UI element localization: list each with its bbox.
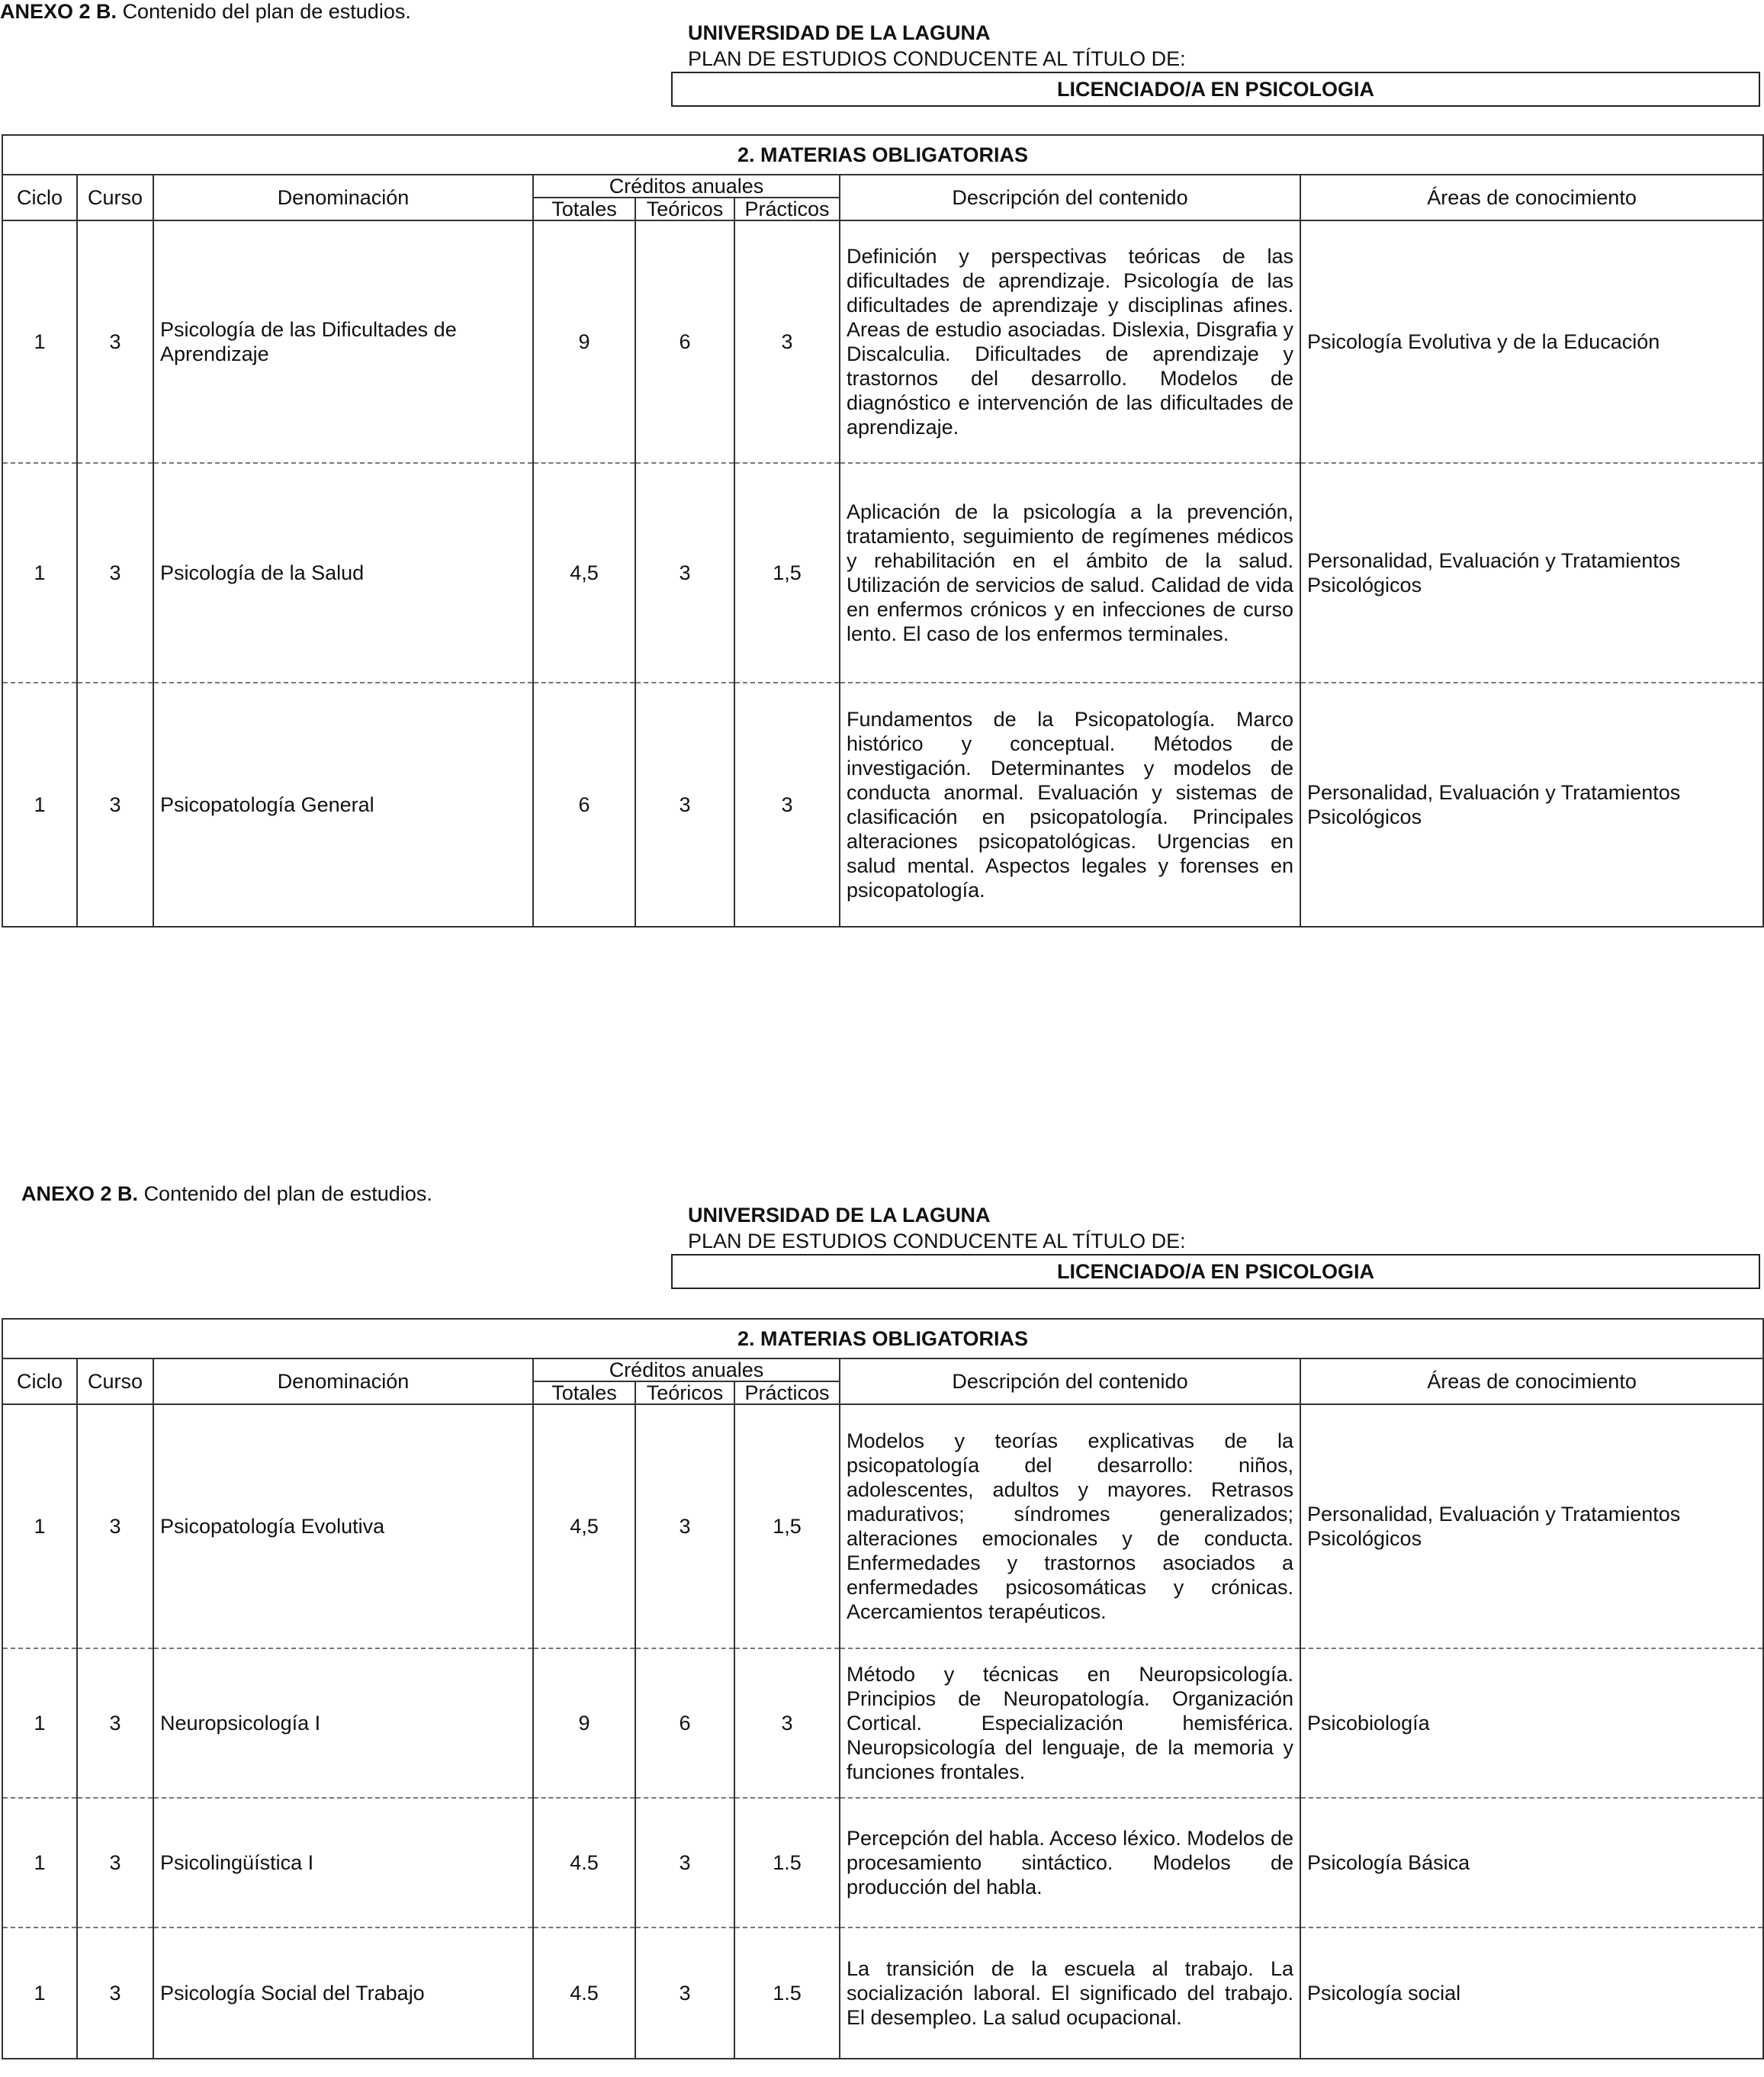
cell-descripcion: La transición de la escuela al trabajo. La socialización laboral. El significado del trabajo. El desempleo. La salud ocupacional. — [840, 1927, 1300, 2059]
col-curso: Curso — [77, 1358, 153, 1404]
cell-denominacion: Psicolingüística I — [153, 1798, 533, 1927]
cell-practicos: 3 — [734, 220, 840, 463]
cell-descripcion: Definición y perspectivas teóricas de las dificultades de aprendizaje. Psicología de las dificultades de aprendizaje y disciplinas afines. Areas de estudio asociadas. Dislexia, Disgrafia y Discalculia. Dificultades de aprendizaje y trastornos del desarrollo. Modelos de diagnóstico e intervención de las dificultades de aprendizaje. — [840, 220, 1300, 463]
subjects-table-1 — [2, 134, 1764, 928]
cell-totales: 4.5 — [533, 1927, 635, 2059]
plan-title: PLAN DE ESTUDIOS CONDUCENTE AL TÍTULO DE: — [688, 1230, 1186, 1252]
university-name: UNIVERSIDAD DE LA LAGUNA — [688, 21, 991, 44]
cell-areas: Psicología Básica — [1300, 1798, 1763, 1927]
annex-label: ANEXO 2 B. — [0, 0, 117, 23]
cell-areas: Personalidad, Evaluación y Tratamientos Psicológicos — [1300, 1404, 1763, 1648]
subjects-table-2 — [2, 1318, 1764, 2059]
university-name: UNIVERSIDAD DE LA LAGUNA — [688, 1204, 991, 1227]
col-creditos: Créditos anuales — [533, 175, 840, 198]
annex-label: ANEXO 2 B. — [21, 1182, 139, 1205]
plan-title: PLAN DE ESTUDIOS CONDUCENTE AL TÍTULO DE: — [688, 47, 1186, 70]
cell-denominacion: Psicología de la Salud — [153, 463, 533, 683]
cell-totales: 4,5 — [533, 1404, 635, 1648]
cell-practicos: 1,5 — [734, 1404, 840, 1648]
table-title: 2. MATERIAS OBLIGATORIAS — [2, 1319, 1763, 1358]
table-row — [2, 1404, 1763, 1648]
cell-practicos: 1,5 — [734, 463, 840, 683]
document-page-2 — [0, 1182, 1764, 2077]
table-row — [2, 1927, 1763, 2059]
cell-ciclo: 1 — [2, 1404, 77, 1648]
table-row — [2, 683, 1763, 927]
cell-denominacion: Psicopatología Evolutiva — [153, 1404, 533, 1648]
cell-denominacion: Neuropsicología I — [153, 1648, 533, 1798]
cell-descripcion: Percepción del habla. Acceso léxico. Modelos de procesamiento sintáctico. Modelos de producción del habla. — [840, 1798, 1300, 1927]
cell-ciclo: 1 — [2, 463, 77, 683]
cell-curso: 3 — [77, 463, 153, 683]
degree-title: LICENCIADO/A EN PSICOLOGIA — [671, 1254, 1760, 1289]
annex-text: Contenido del plan de estudios. — [143, 1182, 432, 1205]
table-row — [2, 463, 1763, 683]
cell-totales: 4.5 — [533, 1798, 635, 1927]
cell-teoricos: 6 — [635, 1648, 734, 1798]
cell-ciclo: 1 — [2, 1927, 77, 2059]
degree-title: LICENCIADO/A EN PSICOLOGIA — [671, 72, 1760, 107]
cell-descripcion: Fundamentos de la Psicopatología. Marco histórico y conceptual. Métodos de investigación. Determinantes y modelos de conducta anormal. Evaluación y sistemas de clasificación en psicopatología. Principales alteraciones psicopatológicas. Urgencias en salud mental. Aspectos legales y forenses en psicopatología. — [840, 683, 1300, 927]
cell-curso: 3 — [77, 1404, 153, 1648]
cell-totales: 9 — [533, 220, 635, 463]
col-ciclo: Ciclo — [2, 1358, 77, 1404]
table-row — [2, 1648, 1763, 1798]
cell-teoricos: 3 — [635, 1404, 734, 1648]
cell-curso: 3 — [77, 1648, 153, 1798]
cell-denominacion: Psicopatología General — [153, 683, 533, 927]
cell-areas: Psicología social — [1300, 1927, 1763, 2059]
table-title: 2. MATERIAS OBLIGATORIAS — [2, 135, 1763, 175]
cell-teoricos: 3 — [635, 683, 734, 927]
cell-ciclo: 1 — [2, 1648, 77, 1798]
cell-curso: 3 — [77, 220, 153, 463]
col-areas: Áreas de conocimiento — [1300, 175, 1763, 220]
document-page-1 — [0, 0, 1764, 992]
col-practicos: Prácticos — [734, 198, 840, 220]
cell-denominacion: Psicología de las Dificultades de Aprendizaje — [153, 220, 533, 463]
cell-descripcion: Modelos y teorías explicativas de la psicopatología del desarrollo: niños, adolescentes, adultos y mayores. Retrasos madurativos; síndromes generalizados; alteraciones emocionales y de conducta. Enfermedades y trastornos asociados a enfermedades psicosomáticas y crónicas. Acercamientos terapéuticos. — [840, 1404, 1300, 1648]
col-teoricos: Teóricos — [635, 1381, 734, 1404]
cell-ciclo: 1 — [2, 1798, 77, 1927]
cell-descripcion: Método y técnicas en Neuropsicología. Principios de Neuropatología. Organización Cortical. Especialización hemisférica. Neuropsicología del lenguaje, de la memoria y funciones frontales. — [840, 1648, 1300, 1798]
col-areas: Áreas de conocimiento — [1300, 1358, 1763, 1404]
col-ciclo: Ciclo — [2, 175, 77, 220]
col-descripcion: Descripción del contenido — [840, 175, 1300, 220]
cell-practicos: 1.5 — [734, 1798, 840, 1927]
col-descripcion: Descripción del contenido — [840, 1358, 1300, 1404]
cell-curso: 3 — [77, 1798, 153, 1927]
annex-heading — [21, 1182, 432, 1206]
cell-practicos: 3 — [734, 683, 840, 927]
cell-areas: Personalidad, Evaluación y Tratamientos Psicológicos — [1300, 683, 1763, 927]
col-curso: Curso — [77, 175, 153, 220]
cell-teoricos: 6 — [635, 220, 734, 463]
table-row — [2, 220, 1763, 463]
cell-totales: 6 — [533, 683, 635, 927]
cell-curso: 3 — [77, 1927, 153, 2059]
cell-areas: Personalidad, Evaluación y Tratamientos Psicológicos — [1300, 463, 1763, 683]
cell-curso: 3 — [77, 683, 153, 927]
cell-ciclo: 1 — [2, 220, 77, 463]
col-teoricos: Teóricos — [635, 198, 734, 220]
cell-totales: 9 — [533, 1648, 635, 1798]
cell-totales: 4,5 — [533, 463, 635, 683]
annex-heading — [0, 0, 411, 24]
col-creditos: Créditos anuales — [533, 1358, 840, 1381]
annex-text: Contenido del plan de estudios. — [122, 0, 411, 23]
table-row — [2, 1798, 1763, 1927]
col-denominacion: Denominación — [153, 1358, 533, 1404]
col-practicos: Prácticos — [734, 1381, 840, 1404]
cell-teoricos: 3 — [635, 463, 734, 683]
cell-teoricos: 3 — [635, 1927, 734, 2059]
cell-practicos: 1.5 — [734, 1927, 840, 2059]
cell-teoricos: 3 — [635, 1798, 734, 1927]
cell-descripcion: Aplicación de la psicología a la prevención, tratamiento, seguimiento de regímenes médicos y rehabilitación en el ámbito de la salud. Utilización de servicios de salud. Calidad de vida en enfermos crónicos y en infecciones de curso lento. El caso de los enfermos terminales. — [840, 463, 1300, 683]
cell-denominacion: Psicología Social del Trabajo — [153, 1927, 533, 2059]
cell-areas: Psicología Evolutiva y de la Educación — [1300, 220, 1763, 463]
col-totales: Totales — [533, 1381, 635, 1404]
cell-areas: Psicobiología — [1300, 1648, 1763, 1798]
cell-ciclo: 1 — [2, 683, 77, 927]
cell-practicos: 3 — [734, 1648, 840, 1798]
col-totales: Totales — [533, 198, 635, 220]
col-denominacion: Denominación — [153, 175, 533, 220]
